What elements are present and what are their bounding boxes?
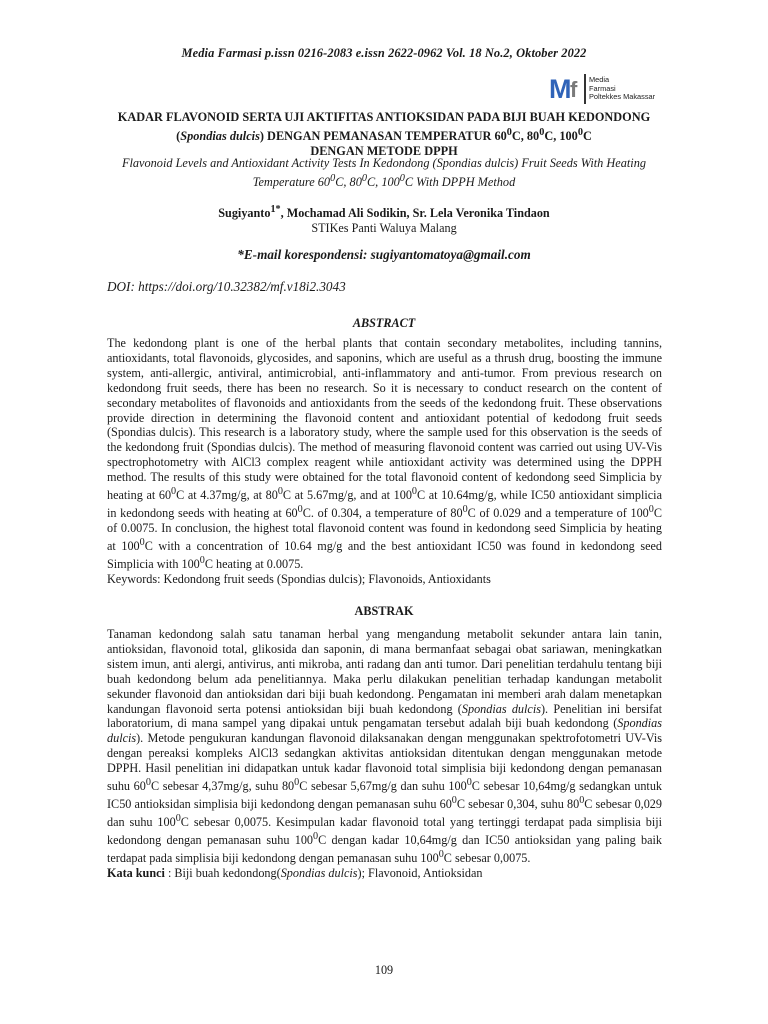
page-number: 109 (374, 963, 394, 977)
degree-sup: 0 (506, 127, 512, 138)
subtitle-text: Temperature 60 (252, 175, 331, 190)
author-rest: , Mochamad Ali Sodikin, Sr. Lela Veronika Tindaon (280, 206, 550, 221)
logo-line-2: Farmasi (589, 83, 616, 93)
abstrak-body (107, 627, 662, 881)
paper-title (90, 110, 678, 159)
title-scientific-name: Spondias dulcis (180, 129, 260, 144)
journal-header: Media Farmasi p.issn 0216-2083 e.issn 2622-0962 Vol. 18 No.2, Oktober 2022 (181, 46, 587, 60)
logo-letter-f: f (570, 77, 578, 102)
subtitle-text: C, 80 (335, 175, 362, 190)
logo-text (589, 76, 655, 102)
abstract-keywords: Keywords: Kedondong fruit seeds (Spondias dulcis); Flavonoids, Antioxidants (107, 571, 491, 586)
abstract-paragraph: The kedondong plant is one of the herbal plants that contain secondary metabolites, including tannins, antioxidants, total flavonoids, glycosides, and saponins, which are useful as a thrush drug, boosting the immune system, anti-allergic, antiviral, antimicrobial, anti-inflammatory and anti-tumor. From previous research on kedondong fruit seeds, there has been no research. So it is necessary to conduct research on the content of secondary metabolites of flavonoids and antioxidants from the seeds of the kedondong fruit. These observations provide direction in determining the flavonoid content and antioxidant potential of kedodong fruit seeds (Spondias dulcis). This research is a laboratory study, where the sample used for this observation is the seeds of the kedondong fruit (Spondias dulcis). The method of measuring flavonoid content was carried out using UV-Vis spectrophotometry with AlCl3 complex reagent while antioxidant activity was determined using the DPPH method. The results of this study were obtained for the total flavonoid content of kedondong seed Simplicia by heating at $60^0C$ at 4.37mg/g, at $80^0C$ at 5.67mg/g, and at $100^0C$ at 10.64mg/g, while IC50 antioxidant simplicia in kedondong seeds with heating at $60^0C$. of 0.304, a temperature of $80^0C$ of 0.029 and a temperature of $100^0C$ of 0.0075. In conclusion, the highest total flavonoid content was found in kedondong seed Simplicia by heating at $100^0C$ with a concentration of 10.64 mg/g and the best antioxidant IC50 was found in kedondong seed Simplicia with $100^0C$ heating at 0.0075. (107, 336, 663, 571)
degree-sup: 0 (539, 127, 545, 138)
subtitle-line-2 (90, 171, 678, 190)
abstrak-paragraph: Tanaman kedondong salah satu tanaman herbal yang mengandung metabolit sekunder antara lain tanin, antioksidan, flavonoid total, glikosida dan saponin, di mana bermanfaat sebagai obat sariawan, meningkatkan sistem imun, anti alergi, antivirus, anti mikroba, anti radang dan anti tumor. Dari penelitian terdahulu tentang biji buah kedondong belum ada penelitiannya. Maka perlu dilakukan penelitian terhadap kandungan metabolit sekunder flavonoid dan antioksidan dari biji buah kedondong. Pengamatan ini memberi arah dalam menetapkan kandungan flavonoid serta potensi antioksidan biji buah kedondong (Spondias dulcis). Penelitian ini bersifat laboratorium, di mana sampel yang dipakai untuk pengamatan tersebut adalah biji buah kedondong (Spondias dulcis). Metode pengukuran kandungan flavonoid dilaksanakan dengan menggunakan spektrofotometri UV-Vis dengan pereaksi kompleks AlCl3 sedangkan aktivitas antioksidan ditentukan dengan menggunakan metode DPPH. Hasil penelitian ini didapatkan untuk kadar flavonoid total simplisia biji kedondong dengan pemanasan suhu $60^0C$ sebesar 4,37mg/g, suhu $80^0C$ sebesar 5,67mg/g dan suhu $100^0C$ sebesar 10,64mg/g sedangkan untuk IC50 antioksidan simplisia biji kedondong dengan pemanasan suhu $60^0C$ sebesar 0,304, suhu $80^0C$ sebesar 0,029 dan suhu $100^0C$ sebesar 0,0075. Kesimpulan kadar flavonoid total yang tertinggi terdapat pada simplisia biji kedondong dengan pemanasan suhu $100^0C$ dengan kadar 10,64mg/g dan IC50 antioksidan yang paling baik terdapat pada simplisia biji kedondong dengan pemanasan suhu $100^0C$ sebesar 0,0075. (107, 627, 663, 865)
logo-mark (549, 74, 583, 104)
author-list (0, 204, 768, 221)
degree-sup: 0 (361, 173, 367, 185)
correspondence-email: *E-mail korespondensi: sugiyantomatoya@gmail.com (237, 247, 531, 262)
degree-sup: 0 (330, 173, 336, 185)
affiliation: STIKes Panti Waluya Malang (311, 221, 457, 235)
title-line-2: (Spondias dulcis) DENGAN PEMANASAN TEMPERATUR $60^0C$, $80^0C$, $100^0C$ (176, 127, 592, 144)
author-affil-sup: 1* (270, 204, 281, 215)
journal-logo (549, 73, 655, 105)
logo-line-1: Media (589, 75, 610, 85)
degree-sup: 0 (577, 127, 583, 138)
author-first: Sugiyanto (218, 206, 271, 221)
degree-sup: 0 (399, 173, 405, 185)
title-line-1: KADAR FLAVONOID SERTA UJI AKTIFITAS ANTIOKSIDAN PADA BIJI BUAH KEDONDONG (117, 110, 651, 124)
abstrak-heading: ABSTRAK (354, 604, 414, 618)
logo-letter-m: M (549, 74, 572, 104)
title-text: ) DENGAN PEMANASAN TEMPERATUR 60 (259, 129, 507, 144)
subtitle-text: C, 100 (366, 175, 400, 190)
doi-link[interactable]: DOI: https://doi.org/10.32382/mf.v18i2.3043 (107, 279, 346, 294)
abstrak-keywords: Kata kunci : Biji buah kedondong(Spondias dulcis); Flavonoid, Antioksidan (107, 865, 483, 880)
title-text: C, 80 (511, 129, 540, 144)
subtitle-line-1: Flavonoid Levels and Antioxidant Activity Tests In Kedondong (Spondias dulcis) Fruit Seeds With Heating (121, 156, 647, 170)
subtitle-text: C With DPPH Method (404, 175, 516, 190)
title-text: C, 100 (544, 129, 578, 144)
abstract-body (107, 336, 662, 587)
logo-divider (584, 74, 586, 104)
logo-line-3: Poltekkes Makassar (589, 92, 656, 102)
abstract-heading: ABSTRACT (352, 316, 416, 330)
title-line-3: DENGAN METODE DPPH (310, 144, 458, 159)
paper-subtitle-english (90, 156, 678, 191)
title-text: C (582, 129, 592, 144)
